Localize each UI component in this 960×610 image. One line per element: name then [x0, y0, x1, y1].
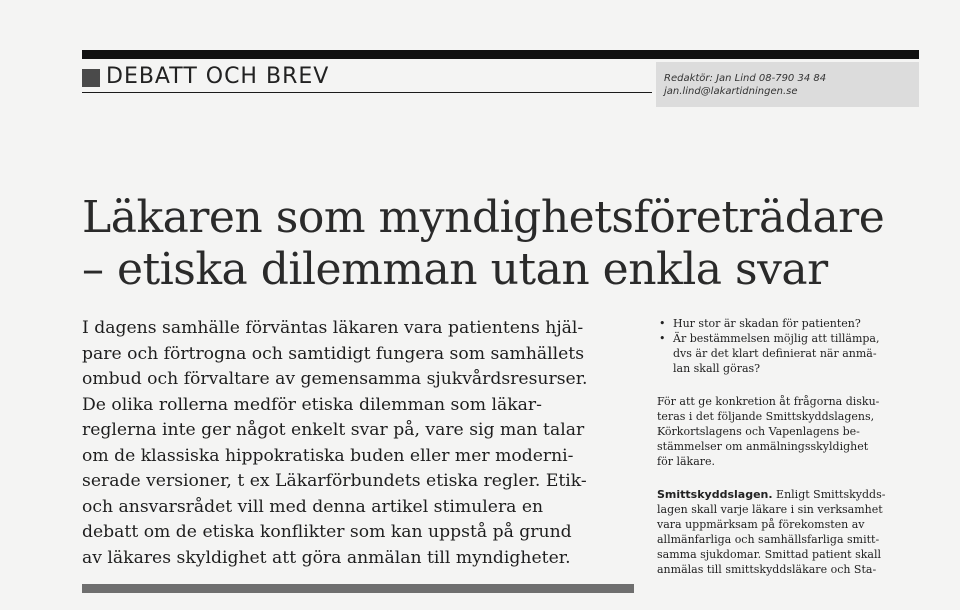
- list-item-line: lan skall göras?: [673, 362, 761, 375]
- body-line: för läkare.: [657, 455, 716, 468]
- lead-line: I dagens samhälle förväntas läkaren vara patientens hjäl-: [82, 318, 584, 338]
- body-paragraph: [657, 394, 919, 469]
- body-text: Enligt Smittskydds-: [772, 488, 886, 501]
- lead-line: reglerna inte ger något enkelt svar på, vare sig man talar: [82, 420, 585, 440]
- body-line: teras i det följande Smittskyddslagens,: [657, 410, 875, 423]
- body-line: stämmelser om anmälningsskyldighet: [657, 440, 869, 453]
- list-item: [657, 316, 919, 331]
- right-column: [657, 316, 919, 577]
- bottom-rule: [82, 584, 634, 593]
- question-list: [657, 316, 919, 376]
- lead-line: av läkares skyldighet att göra anmälan till myndigheter.: [82, 547, 571, 568]
- section-square-icon: [82, 69, 100, 87]
- top-rule: [82, 50, 919, 59]
- editor-email: jan.lind@lakartidningen.se: [664, 86, 798, 97]
- lead-line: om de klassiska hippokratiska buden eller mer moderni-: [82, 445, 574, 466]
- lead-line: serade versioner, t ex Läkarförbundets etiska regler. Etik-: [82, 471, 587, 491]
- headline-line-1: Läkaren som myndighetsföreträdare: [82, 192, 885, 243]
- subheading: Smittskyddslagen.: [657, 488, 773, 501]
- body-line: lagen skall varje läkare i sin verksamhet: [657, 503, 883, 516]
- bullet-icon: •: [659, 317, 666, 330]
- list-item-line: Hur stor är skadan för patienten?: [673, 317, 861, 330]
- editor-contact-box: [656, 62, 919, 107]
- lead-paragraph: [82, 316, 642, 571]
- body-line: Körkortslagens och Vapenlagens be-: [657, 425, 860, 438]
- body-paragraph: [657, 487, 919, 577]
- section-title: DEBATT OCH BREV: [106, 64, 330, 89]
- lead-line: De olika rollerna medför etiska dilemman som läkar-: [82, 394, 542, 415]
- lead-line: pare och förtrogna och samtidigt fungera som samhällets: [82, 343, 585, 364]
- body-line: vara uppmärksam på förekomsten av: [657, 518, 865, 531]
- lead-line: och ansvarsrådet vill med denna artikel stimulera en: [82, 496, 544, 517]
- editor-name-phone: Redaktör: Jan Lind 08-790 34 84: [664, 73, 827, 84]
- body-line: [657, 487, 919, 502]
- body-line: anmälas till smittskyddsläkare och Sta-: [657, 563, 877, 576]
- section-header: [82, 62, 652, 93]
- body-line: samma sjukdomar. Smittad patient skall: [657, 548, 881, 561]
- body-line: allmänfarliga och samhällsfarliga smitt-: [657, 533, 880, 546]
- headline-line-2: – etiska dilemman utan enkla svar: [82, 244, 828, 295]
- body-line: För att ge konkretion åt frågorna disku-: [657, 395, 880, 408]
- lead-line: ombud och förvaltare av gemensamma sjukvårdsresurser.: [82, 369, 588, 389]
- lead-line: debatt om de etiska konflikter som kan uppstå på grund: [82, 522, 572, 542]
- list-item: [657, 331, 919, 376]
- list-item-line: dvs är det klart definierat när anmä-: [673, 347, 877, 360]
- bullet-icon: •: [659, 332, 666, 345]
- list-item-line: Är bestämmelsen möjlig att tillämpa,: [673, 332, 880, 345]
